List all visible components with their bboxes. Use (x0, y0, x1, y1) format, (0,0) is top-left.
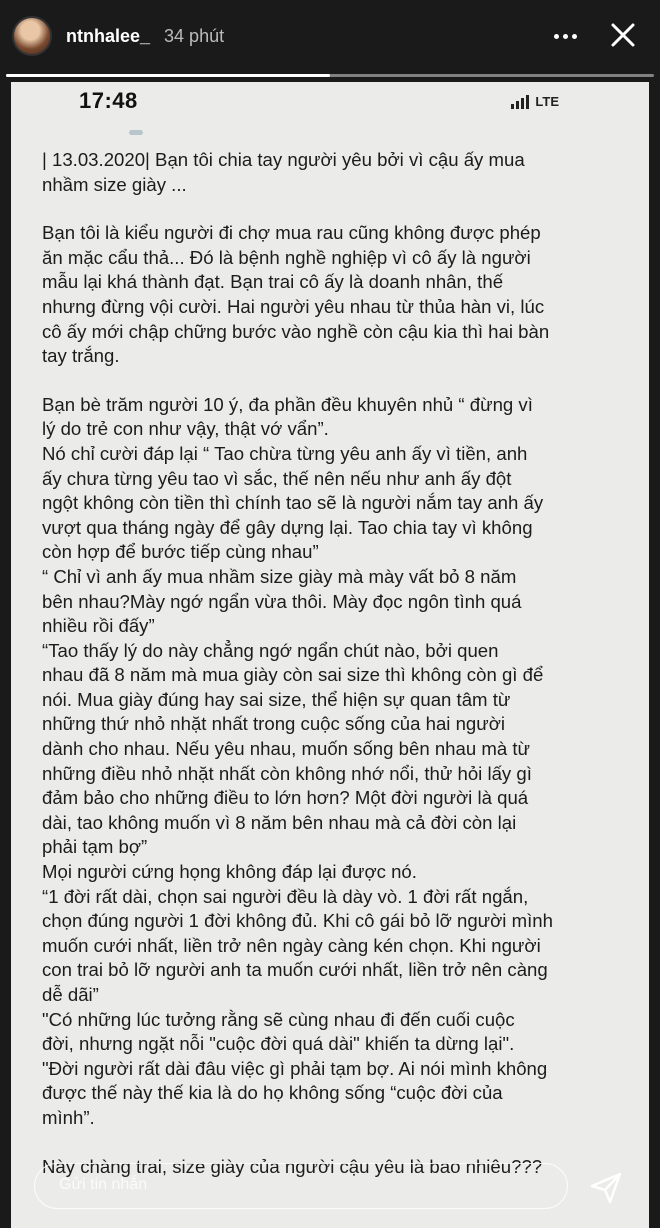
article-line: những điều nhỏ nhặt nhất còn không nhớ nổi, thử hỏi lấy gì (42, 762, 532, 784)
article-line: Mọi người cứng họng không đáp lại được nó. (42, 861, 417, 883)
article-line: "Đời người rất dài đâu việc gì phải tạm bợ. Ai nói mình không (42, 1057, 548, 1079)
article-line: nhau đã 8 năm mà mua giày còn sai size thì không còn gì để (42, 664, 544, 686)
phone-time: 17:48 (79, 88, 138, 113)
story-progress-fill (6, 74, 330, 77)
article-line: Bạn tôi là kiểu người đi chợ mua rau cũng không được phép (42, 222, 541, 244)
article-line: Bạn bè trăm người 10 ý, đa phần đều khuyên nhủ “ đừng vì (42, 393, 533, 415)
article-line: ăn mặc cẩu thả... Đó là bệnh nghề nghiệp vì cô ấy là người (42, 246, 531, 268)
article-line: nói. Mua giày đúng hay sai size, thể hiện sự quan tâm từ (42, 688, 511, 710)
article-line: phải tạm bợ” (42, 836, 148, 858)
paragraph-gap (42, 369, 632, 393)
article-line: “1 đời rất dài, chọn sai người đều là dày vò. 1 đời rất ngắn, (42, 885, 529, 907)
article-line: mình”. (42, 1106, 95, 1128)
avatar[interactable] (12, 16, 52, 56)
username[interactable]: ntnhalee_ (66, 25, 151, 46)
article-text (42, 148, 632, 1179)
article-line: Nó chỉ cười đáp lại “ Tao chừa từng yêu anh ấy vì tiền, anh (42, 442, 528, 464)
phone-status-bar (11, 82, 649, 118)
story-time: 34 phút (164, 25, 225, 46)
article-line: dành cho nhau. Nếu yêu nhau, muốn sống bên nhau mà từ (42, 738, 530, 760)
article-line: | 13.03.2020| Bạn tôi chia tay người yêu bởi vì cậu ấy mua (42, 149, 525, 170)
article-line: mẫu lại khá thành đạt. Bạn trai cô ấy là doanh nhân, thế (42, 271, 504, 293)
close-icon[interactable] (608, 20, 638, 50)
article-line: chọn đúng người 1 đời không đủ. Khi cô gái bỏ lỡ người mình (42, 910, 553, 932)
more-dots-icon[interactable] (550, 24, 580, 48)
status-indicators (511, 94, 559, 109)
article-line: đời, nhưng ngặt nỗi "cuộc đời quá dài" khiến ta dừng lại". (42, 1033, 515, 1055)
article-line: nhưng đừng vội cười. Hai người yêu nhau từ thủa hàn vi, lúc (42, 295, 545, 317)
article-line: bên nhau?Mày ngớ ngẩn vừa thôi. Mày đọc ngôn tình quá (42, 590, 522, 612)
article-line: con trai bỏ lỡ người anh ta muốn cưới nhất, liền trở nên càng (42, 959, 548, 981)
smudge-mark (129, 130, 143, 135)
paragraph-gap (42, 197, 632, 221)
paragraph-gap (42, 1131, 632, 1155)
article-line: ngột không còn tiền thì chính tao sẽ là người nắm tay anh ấy (42, 492, 544, 514)
story-header (0, 0, 660, 72)
network-label: LTE (535, 94, 559, 109)
article-line: được thế này thế kia là do họ không sống “cuộc đời của (42, 1082, 503, 1104)
article-line: nhiều rồi đấy” (42, 615, 155, 637)
article-line: nhầm size giày ... (42, 173, 187, 195)
article-line: "Có những lúc tưởng rằng sẽ cùng nhau đi đến cuối cuộc (42, 1008, 515, 1030)
article-line: muốn cưới nhất, liền trở nên ngày càng kén chọn. Khi người (42, 934, 541, 956)
reply-placeholder: Gửi tin nhắn (59, 1176, 148, 1193)
article-line: ấy chưa từng yêu tao vì sắc, thế nên nếu như anh ấy đột (42, 467, 512, 489)
article-line: dễ dãi” (42, 984, 99, 1005)
article-line: “Tao thấy lý do này chẳng ngớ ngẩn chút nào, bởi quen (42, 639, 499, 661)
article-line: Này chàng trai, size giày của người cậu yêu là bao nhiêu??? (42, 1155, 543, 1177)
signal-icon (511, 95, 529, 109)
article-line: lý do trẻ con như vậy, thật vớ vẩn”. (42, 418, 329, 440)
article-line: đảm bảo cho những điều to lớn hơn? Một đời người là quá (42, 787, 529, 809)
send-icon[interactable] (588, 1170, 624, 1206)
article-line: “ Chỉ vì anh ấy mua nhầm size giày mà mày vất bỏ 8 năm (42, 565, 517, 587)
story-progress (0, 74, 660, 77)
article-line: còn hợp để bước tiếp cùng nhau” (42, 541, 319, 563)
reply-input[interactable] (34, 1163, 568, 1209)
article-line: cô ấy mới chập chững bước vào nghề còn cậu kia thì hai bàn (42, 320, 550, 342)
article-line: những thứ nhỏ nhặt nhất trong cuộc sống của hai người (42, 713, 506, 735)
article-line: dài, tao không muốn vì 8 năm bên nhau mà cả đời còn lại (42, 811, 517, 833)
story-image (11, 82, 649, 1228)
article-line: tay trắng. (42, 345, 120, 367)
article-line: vượt qua tháng ngày để gây dựng lại. Tao chia tay vì không (42, 516, 533, 538)
